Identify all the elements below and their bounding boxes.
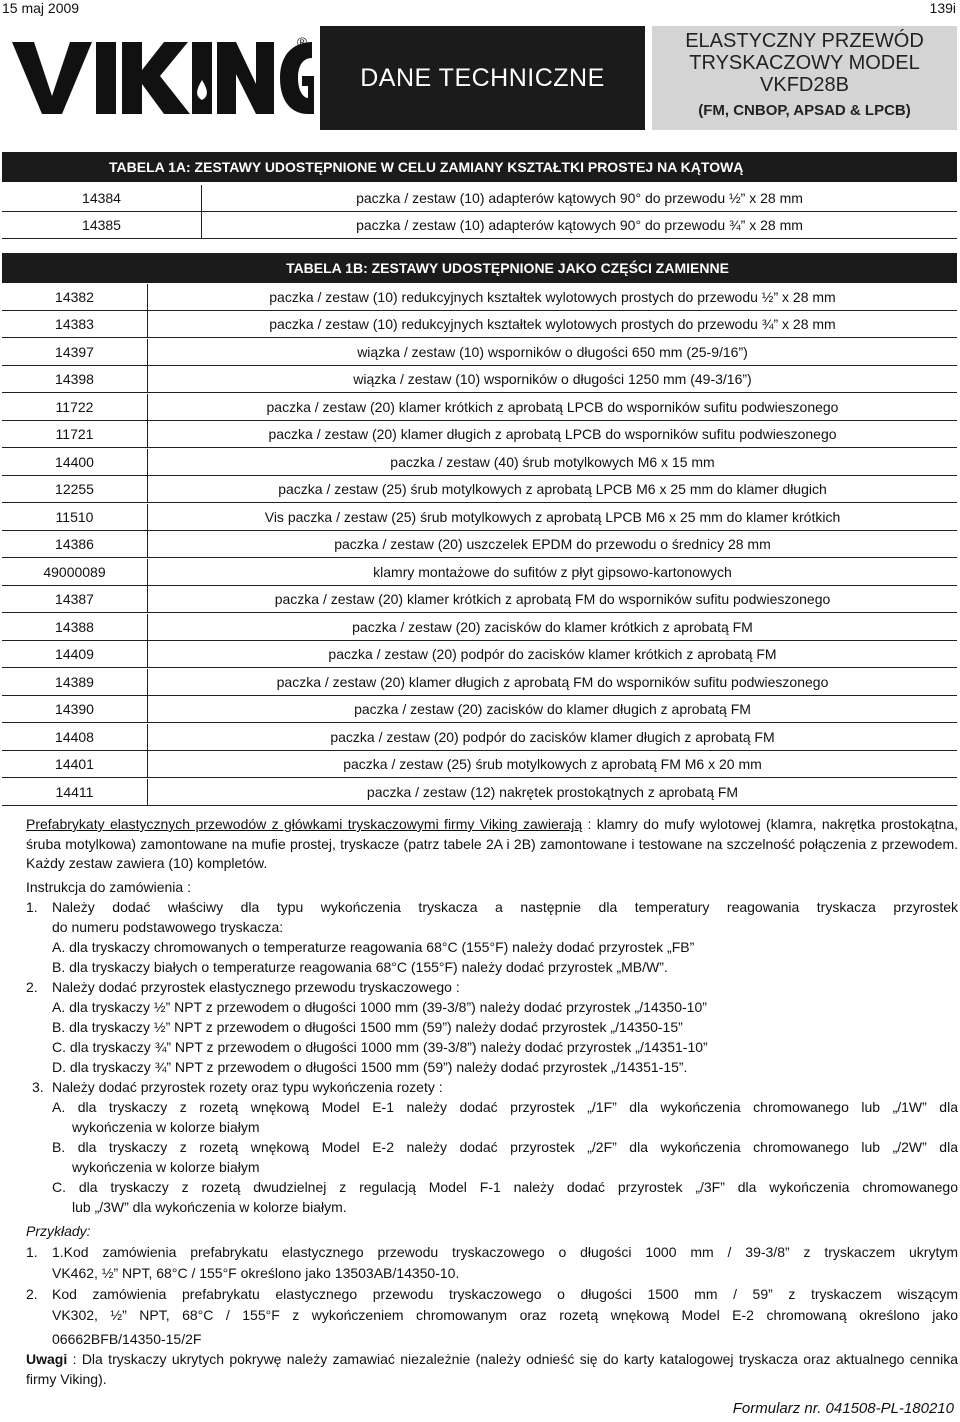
table-1a-title: TABELA 1A: ZESTAWY UDOSTĘPNIONE W CELU ZAMIANY KSZTAŁTKI PROSTEJ NA KĄTOWĄ	[2, 152, 957, 182]
part-code: 14389	[2, 669, 148, 696]
table-1b-title-text: TABELA 1B: ZESTAWY UDOSTĘPNIONE JAKO CZĘŚCI ZAMIENNE	[286, 260, 729, 276]
part-code: 14386	[2, 531, 148, 558]
ordering-step-3c: C. dla tryskaczy z rozetą dwudzielnej z regulacją Model F-1 należy dodać przyrostek „/3F” dla wykończenia chromowanego	[52, 1179, 958, 1195]
ordering-step-3a-cont: wykończenia w kolorze białym	[72, 1119, 260, 1135]
example-2: Kod zamówienia prefabrykatu elastycznego przewodu tryskaczowego o długości 1500 mm / 59” z tryskaczem wiszącym	[52, 1286, 958, 1302]
part-description: paczka / zestaw (10) adapterów kątowych 90° do przewodu ¾” x 28 mm	[356, 217, 803, 233]
part-description: paczka / zestaw (12) nakrętek prostokątnych z aprobatą FM	[366, 784, 739, 800]
part-code: 14387	[2, 586, 148, 613]
ordering-step-1b: B. dla tryskaczy białych o temperaturze reagowania 68°C (155°F) należy dodać przyrostek „MB/W”.	[52, 959, 668, 975]
product-line-3: VKFD28B	[760, 74, 849, 96]
part-code: 14382	[2, 284, 148, 311]
table-row	[2, 751, 957, 778]
ordering-step-2d: D. dla tryskaczy ¾” NPT z przewodem o długości 1500 mm (59”) należy dodać przyrostek „/14351-15”.	[52, 1059, 688, 1075]
viking-logo-mark	[12, 40, 314, 116]
note-text: : Dla tryskaczy ukrytych pokrywę należy zamawiać niezależnie (należy odnieść się do karty katalogowej tryskacza oraz aktualnego cennika firmy Viking).	[26, 1351, 958, 1387]
part-description: paczka / zestaw (20) podpór do zacisków klamer długich z aprobatą FM	[330, 729, 775, 745]
table-row	[2, 421, 957, 448]
page-topline	[0, 0, 960, 18]
part-description: paczka / zestaw (20) klamer długich z aprobatą FM do wsporników sufitu podwieszonego	[276, 674, 829, 690]
part-description: paczka / zestaw (20) klamer długich z aprobatą LPCB do wsporników sufitu podwieszonego	[268, 426, 837, 442]
part-code: 14388	[2, 614, 148, 641]
part-code: 14408	[2, 724, 148, 751]
registered-mark: ®	[297, 34, 308, 50]
table-row	[2, 586, 957, 613]
part-code: 14383	[2, 311, 148, 338]
part-code: 11510	[2, 504, 148, 531]
example-1: 1.Kod zamówienia prefabrykatu elastycznego przewodu tryskaczowego o długości 1000 mm / 39-3/8” z tryskaczem ukrytym	[52, 1244, 958, 1260]
ordering-step-3a: A. dla tryskaczy z rozetą wnękową Model E-1 należy dodać przyrostek „/1F” dla wykończenia chromowanego lub „/1W” dla	[52, 1099, 958, 1115]
table-row	[2, 669, 957, 696]
product-approvals: (FM, CNBOP, APSAD & LPCB)	[698, 102, 911, 119]
part-code: 14409	[2, 641, 148, 668]
part-code: 14411	[2, 779, 148, 806]
table-row	[2, 476, 957, 503]
part-description: paczka / zestaw (20) klamer krótkich z aprobatą FM do wsporników sufitu podwieszonego	[274, 591, 831, 607]
part-description: paczka / zestaw (20) klamer krótkich z aprobatą LPCB do wsporników sufitu podwieszonego	[266, 399, 839, 415]
part-description: paczka / zestaw (25) śrub motylkowych z aprobatą LPCB M6 x 25 mm do klamer długich	[278, 481, 827, 497]
document-header	[2, 26, 957, 130]
part-description: paczka / zestaw (10) redukcyjnych kształtek wylotowych prostych do przewodu ½” x 28 mm	[269, 289, 836, 305]
table-row	[2, 559, 957, 586]
part-code: 14384	[2, 185, 202, 212]
ordering-step-3b: B. dla tryskaczy z rozetą wnękową Model E-2 należy dodać przyrostek „/2F” dla wykończenia chromowanego lub „/2W” dla	[52, 1139, 958, 1155]
ordering-step-1: Należy dodać właściwy dla typu wykończenia tryskacza a następnie dla temperatury reagowania tryskacza przyrostek	[52, 899, 958, 915]
intro-lead: Prefabrykaty elastycznych przewodów z główkami tryskaczowymi firmy Viking zawierają	[26, 816, 583, 832]
examples-heading: Przykłady:	[26, 1223, 91, 1239]
ordering-step-3b-cont: wykończenia w kolorze białym	[72, 1159, 260, 1175]
table-row	[2, 531, 957, 558]
note-paragraph	[26, 1350, 958, 1389]
part-description: paczka / zestaw (10) redukcyjnych kształtek wylotowych prostych do przewodu ¾” x 28 mm	[269, 316, 836, 332]
part-description: paczka / zestaw (25) śrub motylkowych z aprobatą FM M6 x 20 mm	[343, 756, 762, 772]
table-row	[2, 212, 957, 239]
note-label: Uwagi	[26, 1351, 68, 1367]
ordering-step-2b: B. dla tryskaczy ½” NPT z przewodem o długości 1500 mm (59”) należy dodać przyrostek „/14350-15”	[52, 1019, 683, 1035]
table-row	[2, 339, 957, 366]
ordering-step-number: 2.	[26, 979, 38, 995]
part-code: 49000089	[2, 559, 148, 586]
intro-rest: : klamry do mufy wylotowej (klamra, nakrętka prostokątna, śruba motylkowa) zamontowane na mufie prostej, tryskacze (patrz tabele 2A i 2B) zamontowane i testowane na szczelność połączenia z przewodem. Każdy zestaw zawiera (10) kompletów.	[26, 816, 958, 871]
part-description: Vis paczka / zestaw (25) śrub motylkowych z aprobatą LPCB M6 x 25 mm do klamer krótkich	[264, 509, 841, 525]
ordering-step-1a: A. dla tryskaczy chromowanych o temperaturze reagowania 68°C (155°F) należy dodać przyrostek „FB”	[52, 939, 695, 955]
ordering-step-number: 3.	[32, 1079, 44, 1095]
table-row	[2, 504, 957, 531]
part-description: paczka / zestaw (20) uszczelek EPDM do przewodu o średnicy 28 mm	[334, 536, 771, 552]
ordering-step-2a: A. dla tryskaczy ½” NPT z przewodem o długości 1000 mm (39-3/8”) należy dodać przyrostek „/14350-10”	[52, 999, 707, 1015]
part-description: wiązka / zestaw (10) wsporników o długości 650 mm (25-9/16”)	[357, 344, 748, 360]
table-row	[2, 641, 957, 668]
ordering-step-3: Należy dodać przyrostek rozety oraz typu wykończenia rozety :	[52, 1079, 443, 1095]
table-row	[2, 449, 957, 476]
ordering-step-2c: C. dla tryskaczy ¾” NPT z przewodem o długości 1000 mm (39-3/8”) należy dodać przyrostek „/14351-10”	[52, 1039, 708, 1055]
table-row	[2, 394, 957, 421]
part-code: 14390	[2, 696, 148, 723]
ordering-step-1-cont: do numeru podstawowego tryskacza:	[52, 919, 284, 935]
example-2-code: 06662BFB/14350-15/2F	[52, 1331, 202, 1347]
part-code: 11722	[2, 394, 148, 421]
page-date: 15 maj 2009	[2, 0, 80, 16]
form-number: Formularz nr. 041508-PL-180210	[732, 1400, 954, 1417]
table-row	[2, 779, 957, 806]
part-description: paczka / zestaw (40) śrub motylkowych M6 x 15 mm	[390, 454, 715, 470]
example-number: 2.	[26, 1286, 38, 1302]
table-row	[2, 614, 957, 641]
table-row	[2, 696, 957, 723]
ordering-step-2: Należy dodać przyrostek elastycznego przewodu tryskaczowego :	[52, 979, 460, 995]
ordering-heading: Instrukcja do zamówienia :	[26, 879, 191, 895]
product-line-1: ELASTYCZNY PRZEWÓD	[685, 30, 924, 52]
part-code: 14398	[2, 366, 148, 393]
intro-paragraph	[26, 815, 958, 874]
example-number: 1.	[26, 1244, 38, 1260]
part-description: paczka / zestaw (10) adapterów kątowych 90° do przewodu ½” x 28 mm	[356, 190, 803, 206]
part-description: klamry montażowe do sufitów z płyt gipsowo-kartonowych	[373, 564, 732, 580]
table-1b-title	[2, 253, 957, 283]
part-code: 14400	[2, 449, 148, 476]
part-description: paczka / zestaw (20) zacisków do klamer krótkich z aprobatą FM	[352, 619, 753, 635]
ordering-step-3c-cont: lub „/3W” dla wykończenia w kolorze białym.	[72, 1199, 347, 1215]
part-description: paczka / zestaw (20) zacisków do klamer długich z aprobatą FM	[354, 701, 751, 717]
table-row	[2, 284, 957, 311]
part-code: 14397	[2, 339, 148, 366]
page-number: 139i	[929, 0, 956, 16]
table-row	[2, 724, 957, 751]
document-title: DANE TECHNICZNE	[320, 26, 645, 130]
viking-logo	[12, 34, 314, 116]
ordering-step-number: 1.	[26, 899, 38, 915]
table-row	[2, 185, 957, 212]
product-line-2: TRYSKACZOWY MODEL	[689, 52, 920, 74]
table-row	[2, 366, 957, 393]
part-code: 12255	[2, 476, 148, 503]
part-code: 14401	[2, 751, 148, 778]
part-description: paczka / zestaw (20) podpór do zacisków klamer krótkich z aprobatą FM	[328, 646, 777, 662]
table-row	[2, 311, 957, 338]
part-code: 11721	[2, 421, 148, 448]
part-description: wiązka / zestaw (10) wsporników o długości 1250 mm (49-3/16”)	[353, 371, 752, 387]
part-code: 14385	[2, 212, 202, 239]
example-2-cont: VK302, ½” NPT, 68°C / 155°F z wykończeniem chromowanym oraz rozetą wnękową Model E-2 chromowaną określono jako	[52, 1307, 958, 1323]
example-1-cont: VK462, ½” NPT, 68°C / 155°F określono jako 13503AB/14350-10.	[52, 1265, 460, 1281]
product-title-box	[652, 26, 957, 130]
